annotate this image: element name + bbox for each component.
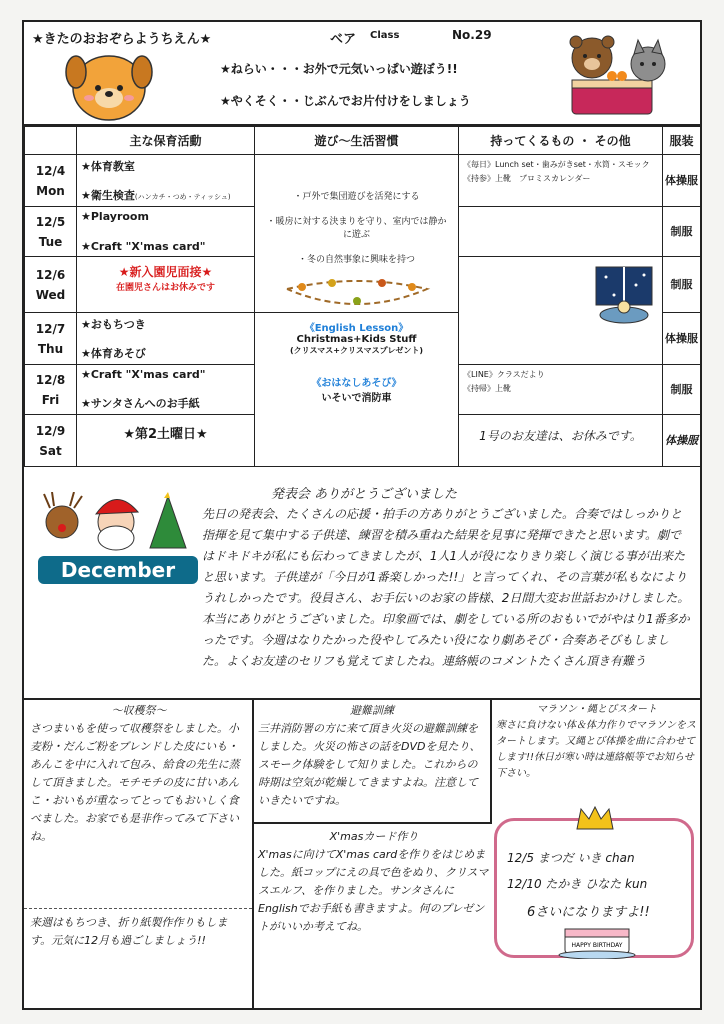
autumn-leaves-garland (282, 279, 432, 309)
bear-cat-kotatsu-illustration (552, 28, 692, 122)
class-name: ベア (330, 32, 357, 47)
recital-body: 先日の発表会、たくさんの応援・拍手の方ありがとうございました。合奏ではしっかりと指揮を見て集中する子供達、練習を積み重ねた結果を見事に発揮できたと思います。劇ではドキドキが私にも伝わってきましたが、1人1人が役になりきり楽しく演じる事が出来たと思います。子供達が「今日が1番楽しかった!!」と言ってくれ、その言葉が私もなによりうれしかったです。役員さん、お手伝いのお家の皆様、2日間大変お世話おかけしました。本当にありがとうございました。印象画では、劇をしている所のおもいでがやはり1番多かったです。今週はなりたかった役やしてみたい役になり劇あそび・合奏あそびもしました。よくお友達のセリフも覚えてましたね。連絡帳のコメントたくさん頂き有難う (202, 507, 690, 668)
play-goal: ・暖房に対する決まりを守り、室内では静かに遊ぶ (266, 217, 447, 240)
cake-text: HAPPY BIRTHDAY (571, 942, 623, 949)
weekly-schedule-table (24, 126, 701, 467)
activity-line: ★おもちつき (81, 318, 146, 331)
school-name: ★きたのおおぞらようちえん★ (32, 32, 212, 47)
divider (24, 698, 700, 700)
next-week-note: 来週はもちつき、折り紙製作作りもします。元気に12月も過ごしましょう!! (30, 916, 228, 947)
snow-window-illustration (592, 265, 656, 325)
harvest-title: 〜収穫祭〜 (111, 704, 167, 717)
card-body: X'masに向けてX'mas cardを作りをはじめました。紙コップにえの具で色をぬり、クリスマスエルフ、を作りました。サンタさんにEnglishでお手紙も書きますよ。何のプレゼントがいいか考えてね。 (258, 848, 489, 933)
bring-line: 《LINE》クラスだより (463, 370, 545, 379)
day-cell-wed: 12/6 Wed (25, 257, 77, 313)
activity-line: ★体育あそび (81, 347, 146, 360)
marathon-section (496, 702, 698, 782)
birthday-line-3: 6さいになりますよ!! (527, 905, 650, 920)
activity-cell-tue (77, 207, 255, 257)
class-label: Class (370, 30, 400, 41)
activity-line: ★Craft "X'mas card" (81, 368, 206, 381)
harvest-body: さつまいもを使って収穫祭をしました。小麦粉・だんご粉をブレンドした皮にいも・あんこを中に入れて包み、給食の先生に蒸して頂きました。モチモチの皮に甘いあんこ・おいもが重なってとってもおいしく食べました。お家でも是非作ってみて下さいね。 (30, 722, 240, 843)
uniform-cell-mon: 体操服 (663, 155, 701, 207)
bring-cell-mon (459, 155, 663, 207)
uniform-cell-thu: 体操服 (663, 313, 701, 365)
day-cell-mon: 12/4 Mon (25, 155, 77, 207)
bring-carry: 《持参》上靴 ブロミスカレンダー (463, 174, 591, 183)
interview-note: 在園児さんはお休みです (115, 283, 215, 293)
bring-cell-sat: 1号のお友達は、お休みです。 (459, 415, 663, 467)
play-goal: ・戸外で集団遊びを活発にする (293, 192, 420, 202)
activity-cell-thu (77, 313, 255, 365)
english-lesson-title: Christmas+Kids Stuff (296, 334, 417, 345)
birthday-frame (494, 818, 694, 958)
bring-cell-fri (459, 365, 663, 415)
activity-cell-fri (77, 365, 255, 415)
crown-icon (575, 805, 615, 831)
divider (252, 698, 254, 1008)
newsletter-page (22, 20, 702, 1010)
bring-cell-tue (459, 207, 663, 257)
uniform-cell-sat: 体操服 (663, 415, 701, 467)
divider (490, 698, 492, 822)
uniform-cell-tue: 制服 (663, 207, 701, 257)
play-habits-cell-lower (255, 313, 459, 467)
bring-cell-wed-thu (459, 257, 663, 365)
english-lesson-heading: 《English Lesson》 (304, 323, 409, 334)
bring-carry-home: 《持帰》上靴 (463, 384, 511, 393)
issue-number: No.29 (452, 28, 492, 42)
drill-section (258, 702, 486, 810)
day-cell-thu: 12/7 Thu (25, 313, 77, 365)
divider (24, 908, 252, 909)
play-goal: ・冬の自然事象に興味を持つ (297, 255, 415, 265)
story-heading: 《おはなしあそび》 (311, 378, 402, 389)
activity-cell-wed (77, 257, 255, 313)
card-title: X'masカード作り (329, 830, 419, 843)
card-section (258, 828, 490, 936)
promise-text: ★やくそく・・じぶんでお片付けをしましょう (220, 94, 471, 108)
play-header: 遊び～生活習慣 (255, 127, 459, 155)
day-cell-sat: 12/9 Sat (25, 415, 77, 467)
activity-line: ★Craft "X'mas card" (81, 240, 206, 253)
day-cell-fri: 12/8 Fri (25, 365, 77, 415)
uniform-header: 服装 (663, 127, 701, 155)
drill-body: 三井消防署の方に来て頂き火災の避難訓練をしました。火災の怖さの話をDVDを見たり、スモーク体験をして知りました。これからの時期は空気が乾燥してきますよね。注意していきたいですね。 (258, 722, 481, 807)
activities-header: 主な保育活動 (77, 127, 255, 155)
activity-cell-mon (77, 155, 255, 207)
activity-line: ★衛生検査(ハンカチ・つめ・ティッシュ) (81, 189, 231, 202)
header (24, 22, 700, 126)
divider (252, 822, 492, 824)
recital-title: 発表会 ありがとうございました (270, 487, 458, 502)
uniform-cell-fri: 制服 (663, 365, 701, 415)
day-cell-tue: 12/5 Tue (25, 207, 77, 257)
birthday-cake-illustration (557, 925, 637, 959)
december-badge: December (38, 556, 198, 584)
santa-reindeer-illustration (38, 492, 188, 556)
birthday-line-2: 12/10 たかき ひなた kun (507, 877, 648, 891)
bring-header: 持ってくるもの ・ その他 (459, 127, 663, 155)
activity-line: ★サンタさんへのお手紙 (81, 397, 200, 410)
recital-body-upper (202, 504, 692, 672)
marathon-title: マラソン・縄とびスタート (537, 704, 657, 715)
story-title: いそいで消防車 (321, 393, 392, 404)
uniform-cell-wed: 制服 (663, 257, 701, 313)
birthday-line-1: 12/5 まつだ いき chan (507, 851, 635, 865)
marathon-body: 寒さに負けない体＆体力作りでマラソンをスタートします。又縄とび体操を曲に合わせてします!!休日が寒い時は連絡帳等でお知らせ下さい。 (496, 720, 696, 779)
activity-cell-sat: ★第2土曜日★ (77, 415, 255, 467)
english-lesson-sub: (クリスマス+クリスマスプレゼント) (289, 346, 424, 355)
puppy-illustration (64, 48, 154, 124)
interview-title: ★新入園児面接★ (118, 265, 213, 279)
harvest-section (30, 702, 248, 846)
date-header (25, 127, 77, 155)
activity-line: ★Playroom (81, 210, 149, 223)
activity-line: ★体育教室 (81, 160, 135, 173)
aim-text: ★ねらい・・・お外で元気いっぱい遊ぼう!! (220, 62, 458, 76)
bring-daily: 《毎日》Lunch set・歯みがきset・水筒・スモック (463, 160, 650, 169)
play-habits-cell-upper (255, 155, 459, 313)
drill-title: 避難訓練 (350, 704, 394, 717)
